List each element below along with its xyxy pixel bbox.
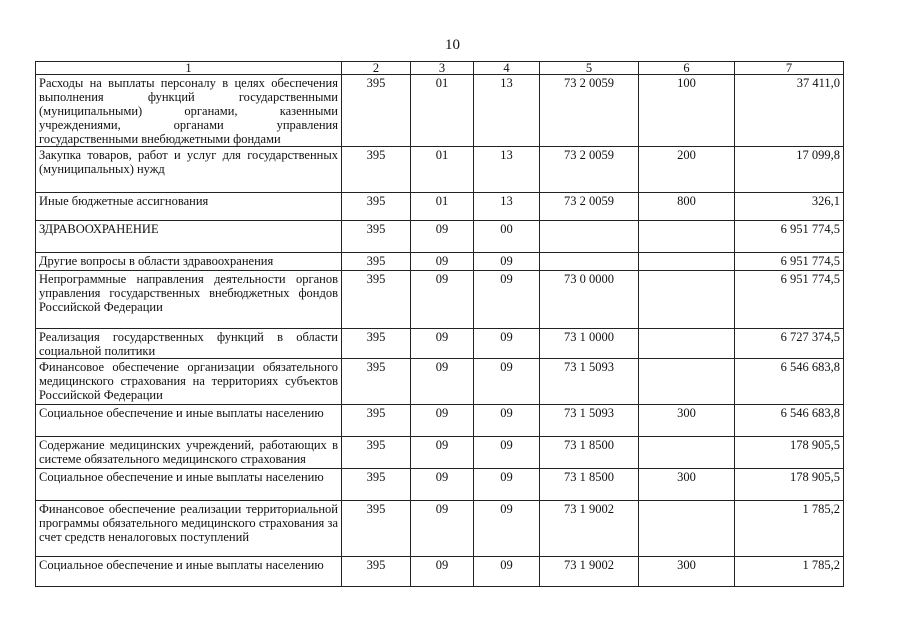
row-amount-cell: 6 951 774,5 xyxy=(735,271,844,329)
row-amount-cell: 6 546 683,8 xyxy=(735,405,844,437)
row-code-ministry-cell: 395 xyxy=(342,75,411,147)
table-row xyxy=(36,405,844,437)
row-amount-cell: 37 411,0 xyxy=(735,75,844,147)
row-code-target-cell: 73 1 5093 xyxy=(540,405,639,437)
row-code-expense-type-cell xyxy=(639,359,735,405)
table-row xyxy=(36,329,844,359)
table-row xyxy=(36,271,844,329)
row-name-cell: Закупка товаров, работ и услуг для государственных (муниципальных) нужд xyxy=(36,147,342,193)
table-row xyxy=(36,221,844,253)
row-code-ministry-cell: 395 xyxy=(342,221,411,253)
row-code-section-cell: 01 xyxy=(411,193,474,221)
row-code-target-cell: 73 2 0059 xyxy=(540,75,639,147)
row-name-cell: Другие вопросы в области здравоохранения xyxy=(36,253,342,271)
row-name-cell: Финансовое обеспечение организации обязательного медицинского страхования на территориях субъектов Российской Федерации xyxy=(36,359,342,405)
row-code-section-cell: 09 xyxy=(411,329,474,359)
row-code-section-cell: 09 xyxy=(411,437,474,469)
row-amount-cell: 6 951 774,5 xyxy=(735,253,844,271)
row-amount-cell: 178 905,5 xyxy=(735,469,844,501)
table-row xyxy=(36,253,844,271)
row-amount-cell: 6 951 774,5 xyxy=(735,221,844,253)
row-code-subsection-cell: 13 xyxy=(474,75,540,147)
row-code-subsection-cell: 13 xyxy=(474,193,540,221)
row-code-subsection-cell: 00 xyxy=(474,221,540,253)
row-code-target-cell xyxy=(540,221,639,253)
row-code-ministry-cell: 395 xyxy=(342,469,411,501)
header-col-6: 6 xyxy=(639,62,735,75)
row-code-section-cell: 09 xyxy=(411,501,474,557)
row-name-cell: Социальное обеспечение и иные выплаты населению xyxy=(36,469,342,501)
row-code-ministry-cell: 395 xyxy=(342,329,411,359)
header-col-4: 4 xyxy=(474,62,540,75)
row-code-target-cell: 73 1 9002 xyxy=(540,557,639,587)
row-code-ministry-cell: 395 xyxy=(342,437,411,469)
budget-table xyxy=(35,61,844,587)
table-header-row xyxy=(36,62,844,75)
header-col-2: 2 xyxy=(342,62,411,75)
row-code-subsection-cell: 09 xyxy=(474,437,540,469)
row-code-section-cell: 09 xyxy=(411,469,474,501)
row-amount-cell: 178 905,5 xyxy=(735,437,844,469)
row-code-target-cell: 73 1 5093 xyxy=(540,359,639,405)
row-code-subsection-cell: 09 xyxy=(474,253,540,271)
row-code-target-cell xyxy=(540,253,639,271)
row-code-target-cell: 73 1 9002 xyxy=(540,501,639,557)
row-code-target-cell: 73 0 0000 xyxy=(540,271,639,329)
row-amount-cell: 17 099,8 xyxy=(735,147,844,193)
table-row xyxy=(36,147,844,193)
row-code-section-cell: 01 xyxy=(411,147,474,193)
row-code-ministry-cell: 395 xyxy=(342,557,411,587)
row-code-section-cell: 09 xyxy=(411,359,474,405)
row-code-ministry-cell: 395 xyxy=(342,147,411,193)
row-name-cell: Непрограммные направления деятельности органов управления государственных внебюджетных фондов Российской Федерации xyxy=(36,271,342,329)
row-code-subsection-cell: 09 xyxy=(474,271,540,329)
table-row xyxy=(36,469,844,501)
row-code-expense-type-cell xyxy=(639,221,735,253)
row-code-subsection-cell: 09 xyxy=(474,557,540,587)
row-code-subsection-cell: 09 xyxy=(474,405,540,437)
row-code-target-cell: 73 1 8500 xyxy=(540,437,639,469)
row-code-ministry-cell: 395 xyxy=(342,405,411,437)
row-amount-cell: 326,1 xyxy=(735,193,844,221)
header-col-3: 3 xyxy=(411,62,474,75)
row-code-expense-type-cell xyxy=(639,437,735,469)
row-code-ministry-cell: 395 xyxy=(342,271,411,329)
table-row xyxy=(36,501,844,557)
table-row xyxy=(36,437,844,469)
row-code-ministry-cell: 395 xyxy=(342,253,411,271)
row-code-expense-type-cell xyxy=(639,271,735,329)
row-code-expense-type-cell xyxy=(639,253,735,271)
row-code-expense-type-cell xyxy=(639,329,735,359)
row-name-cell: Финансовое обеспечение реализации территориальной программы обязательного медицинского страхования за счет средств неналоговых поступлений xyxy=(36,501,342,557)
row-code-subsection-cell: 09 xyxy=(474,501,540,557)
row-name-cell: Реализация государственных функций в области социальной политики xyxy=(36,329,342,359)
row-code-subsection-cell: 09 xyxy=(474,469,540,501)
row-code-section-cell: 09 xyxy=(411,221,474,253)
row-code-expense-type-cell: 300 xyxy=(639,469,735,501)
row-code-subsection-cell: 09 xyxy=(474,359,540,405)
table-row xyxy=(36,193,844,221)
row-code-ministry-cell: 395 xyxy=(342,193,411,221)
table-row xyxy=(36,75,844,147)
row-amount-cell: 1 785,2 xyxy=(735,501,844,557)
row-name-cell: ЗДРАВООХРАНЕНИЕ xyxy=(36,221,342,253)
row-amount-cell: 6 727 374,5 xyxy=(735,329,844,359)
row-code-section-cell: 09 xyxy=(411,271,474,329)
table-row xyxy=(36,359,844,405)
row-code-expense-type-cell xyxy=(639,501,735,557)
row-code-section-cell: 09 xyxy=(411,253,474,271)
row-code-expense-type-cell: 800 xyxy=(639,193,735,221)
row-code-ministry-cell: 395 xyxy=(342,359,411,405)
row-code-ministry-cell: 395 xyxy=(342,501,411,557)
row-name-cell: Содержание медицинских учреждений, работающих в системе обязательного медицинского страхования xyxy=(36,437,342,469)
row-code-target-cell: 73 1 8500 xyxy=(540,469,639,501)
header-col-7: 7 xyxy=(735,62,844,75)
table-row xyxy=(36,557,844,587)
row-name-cell: Иные бюджетные ассигнования xyxy=(36,193,342,221)
row-name-cell: Расходы на выплаты персоналу в целях обеспечения выполнения функций государственными (муниципальными) органами, казенными учреждениями, органами управления государственными внебюджетными фондами xyxy=(36,75,342,147)
row-code-target-cell: 73 2 0059 xyxy=(540,193,639,221)
row-amount-cell: 1 785,2 xyxy=(735,557,844,587)
row-amount-cell: 6 546 683,8 xyxy=(735,359,844,405)
row-name-cell: Социальное обеспечение и иные выплаты населению xyxy=(36,557,342,587)
header-col-5: 5 xyxy=(540,62,639,75)
row-name-cell: Социальное обеспечение и иные выплаты населению xyxy=(36,405,342,437)
row-code-target-cell: 73 1 0000 xyxy=(540,329,639,359)
header-col-1: 1 xyxy=(36,62,342,75)
row-code-subsection-cell: 13 xyxy=(474,147,540,193)
row-code-subsection-cell: 09 xyxy=(474,329,540,359)
row-code-expense-type-cell: 200 xyxy=(639,147,735,193)
row-code-target-cell: 73 2 0059 xyxy=(540,147,639,193)
row-code-section-cell: 01 xyxy=(411,75,474,147)
row-code-section-cell: 09 xyxy=(411,405,474,437)
row-code-expense-type-cell: 100 xyxy=(639,75,735,147)
row-code-expense-type-cell: 300 xyxy=(639,405,735,437)
page-number: 10 xyxy=(445,37,460,53)
row-code-section-cell: 09 xyxy=(411,557,474,587)
row-code-expense-type-cell: 300 xyxy=(639,557,735,587)
